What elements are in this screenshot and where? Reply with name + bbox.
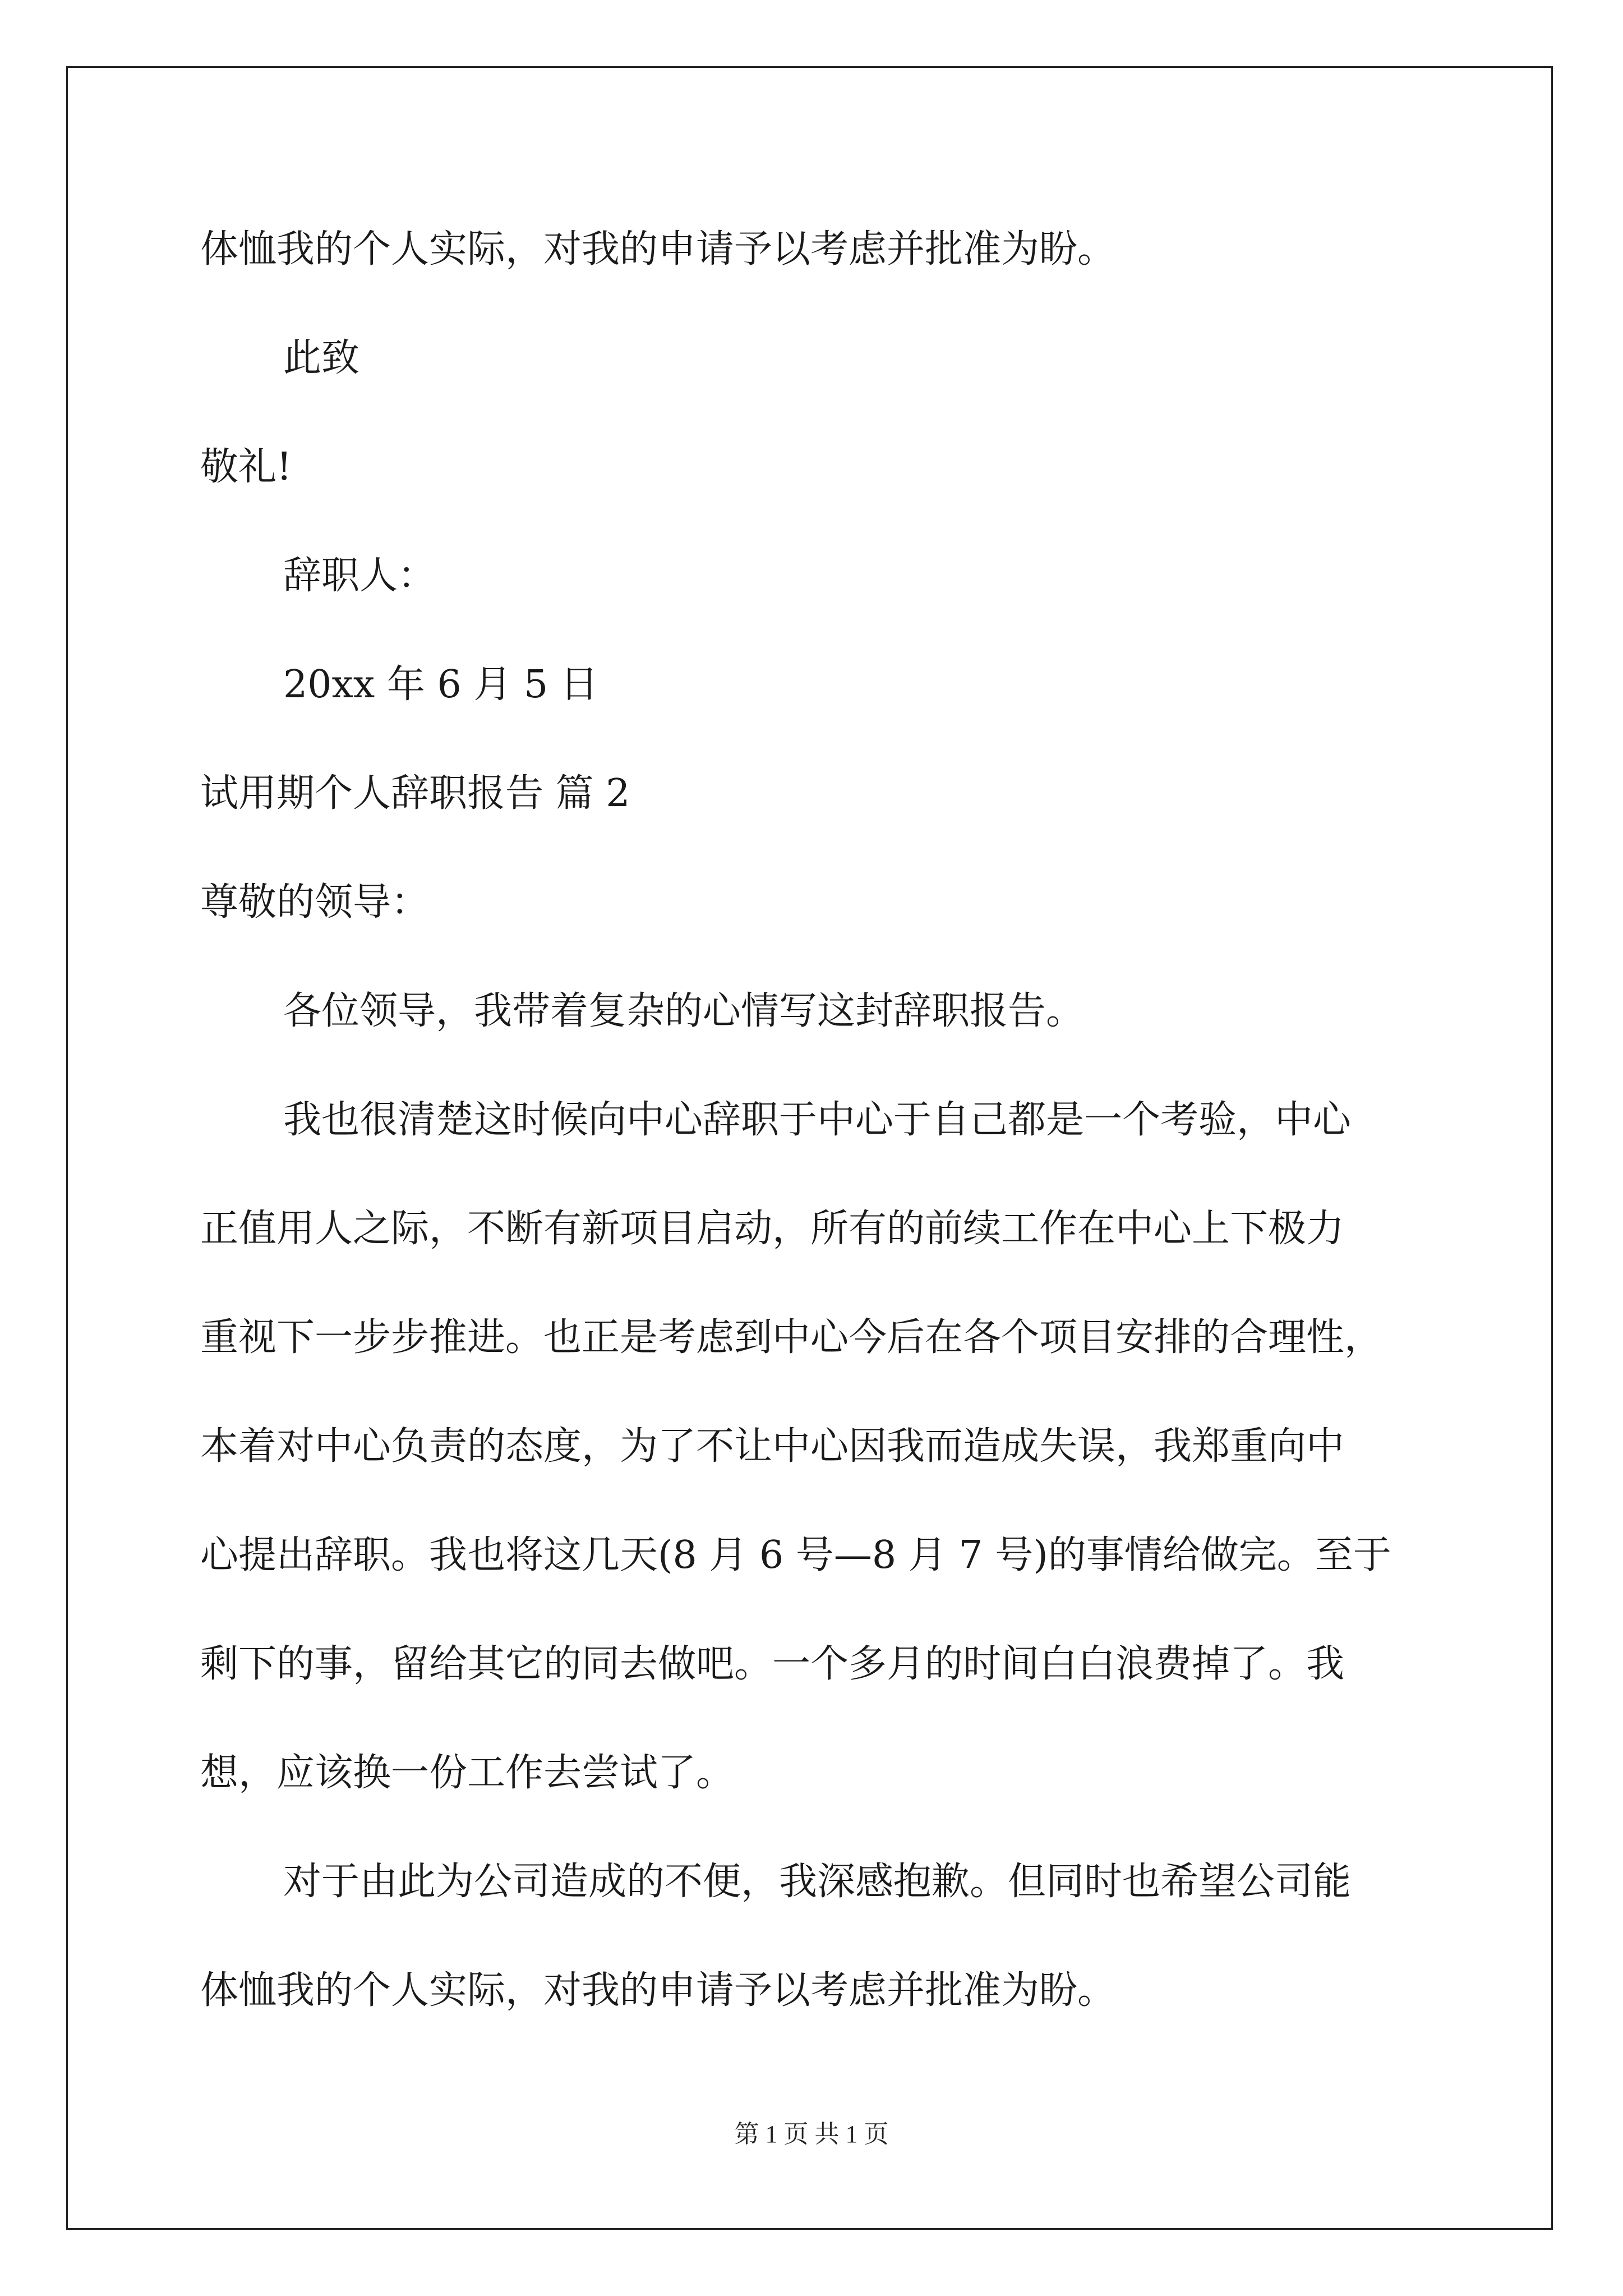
paragraph-line: 对于由此为公司造成的不便，我深感抱歉。但同时也希望公司能 xyxy=(283,1860,1352,1904)
date-line: 20xx 年 6 月 5 日 xyxy=(283,662,598,707)
paragraph-line: 体恤我的个人实际，对我的申请予以考虑并批准为盼。 xyxy=(200,227,1116,272)
paragraph-line: 正值用人之际，不断有新项目启动，所有的前续工作在中心上下极力 xyxy=(200,1207,1345,1251)
page-border xyxy=(66,66,1553,2230)
salutation-line: 敬礼! xyxy=(200,445,292,489)
paragraph-line: 重视下一步步推进。也正是考虑到中心今后在各个项目安排的合理性， xyxy=(200,1315,1383,1360)
paragraph-line: 我也很清楚这时候向中心辞职于中心于自己都是一个考验，中心 xyxy=(283,1098,1352,1142)
section-title: 试用期个人辞职报告 篇 2 xyxy=(200,771,630,816)
paragraph-line: 心提出辞职。我也将这几天(8 月 6 号—8 月 7 号)的事情给做完。至于 xyxy=(200,1533,1391,1577)
paragraph-line: 本着对中心负责的态度，为了不让中心因我而造成失误，我郑重向中 xyxy=(200,1424,1345,1469)
signature-label: 辞职人： xyxy=(283,554,436,598)
page-footer: 第 1 页 共 1 页 xyxy=(734,2120,889,2148)
paragraph-line: 剩下的事，留给其它的同去做吧。一个多月的时间白白浪费掉了。我 xyxy=(200,1642,1345,1686)
paragraph-line: 体恤我的个人实际，对我的申请予以考虑并批准为盼。 xyxy=(200,1968,1116,2013)
salutation-line: 此致 xyxy=(283,336,360,380)
paragraph-line: 想，应该换一份工作去尝试了。 xyxy=(200,1751,735,1795)
paragraph-line: 各位领导，我带着复杂的心情写这封辞职报告。 xyxy=(283,989,1085,1033)
greeting-line: 尊敬的领导： xyxy=(200,880,430,924)
